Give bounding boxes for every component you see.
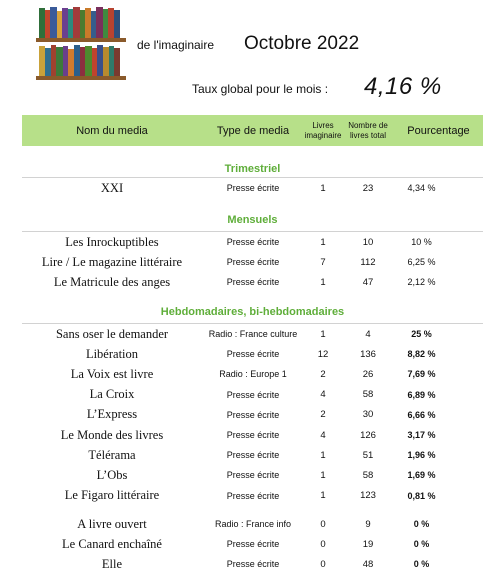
media-type: Presse écrite: [226, 257, 280, 268]
table-row: [22, 534, 483, 554]
media-name: Sans oser le demander: [55, 326, 169, 341]
pourcentage: 3,17 %: [407, 430, 436, 441]
media-name: Libération: [85, 346, 139, 361]
media-name: Les Inrockuptibles: [65, 234, 159, 249]
livres-total: 4: [365, 328, 371, 340]
pourcentage: 6,25 %: [407, 257, 436, 268]
media-name: La Voix est livre: [70, 366, 154, 381]
pourcentage: 25 %: [411, 329, 432, 340]
livres-imaginaire: 1: [320, 276, 326, 288]
media-type: Presse écrite: [226, 430, 280, 441]
media-type: Presse écrite: [226, 450, 280, 461]
pourcentage: 10 %: [411, 237, 432, 248]
media-name: A livre ouvert: [77, 516, 147, 531]
livres-imaginaire: 1: [320, 490, 326, 502]
livres-total: 136: [360, 348, 376, 360]
livres-total: 112: [360, 256, 376, 268]
media-type: Presse écrite: [226, 539, 280, 550]
media-type: Presse écrite: [226, 409, 280, 420]
livres-imaginaire: 2: [320, 368, 326, 380]
livres-total: 126: [360, 429, 376, 441]
column-header-type: Type de media: [216, 124, 290, 137]
media-type: Presse écrite: [226, 389, 280, 400]
media-name: L’Express: [86, 407, 138, 422]
media-name: Lire / Le magazine littéraire: [41, 254, 183, 269]
pourcentage: 2,12 %: [407, 277, 436, 288]
livres-total: 58: [362, 389, 374, 401]
table-row: [22, 514, 483, 534]
pourcentage: 0 %: [413, 559, 430, 570]
livres-imaginaire: 1: [320, 449, 326, 461]
pourcentage: 6,66 %: [407, 409, 436, 420]
media-name: Le Canard enchaîné: [62, 536, 162, 551]
table-row: [22, 405, 483, 425]
pourcentage: 8,82 %: [407, 349, 436, 360]
pourcentage: 1,69 %: [407, 470, 436, 481]
livres-imaginaire: 1: [320, 182, 326, 194]
pourcentage: 0 %: [413, 539, 430, 550]
column-header-livres: Livres imaginaire: [304, 120, 342, 140]
livres-total: 58: [362, 469, 374, 481]
media-type: Presse écrite: [226, 277, 280, 288]
table-row: [22, 364, 483, 384]
livres-total: 48: [362, 558, 374, 570]
section-zero: [22, 514, 483, 575]
pourcentage: 0 %: [413, 519, 430, 530]
pourcentage: 6,89 %: [407, 389, 436, 400]
header-subtitle: de l'imaginaire: [137, 38, 214, 52]
livres-imaginaire: 1: [320, 236, 326, 248]
section-hebdomadaires: [22, 323, 483, 506]
global-rate-value: 4,16 %: [364, 73, 442, 100]
livres-total: 30: [362, 409, 374, 421]
table-row: [22, 252, 483, 272]
media-name: XXI: [100, 180, 124, 195]
livres-total: 51: [362, 449, 374, 461]
media-name: Télérama: [88, 447, 136, 462]
column-header-name: Nom du media: [76, 124, 148, 137]
table-row: [22, 272, 483, 292]
media-type: Presse écrite: [226, 349, 280, 360]
table-row: [22, 425, 483, 445]
livres-total: 9: [365, 518, 371, 530]
media-type: Radio : France info: [214, 519, 292, 530]
shelf-bottom: [36, 45, 126, 80]
livres-imaginaire: 4: [320, 389, 326, 401]
livres-imaginaire: 0: [320, 558, 326, 570]
table-row: [22, 486, 483, 506]
pourcentage: 0,81 %: [407, 490, 436, 501]
section-title-mensuels: Mensuels: [227, 214, 278, 226]
livres-imaginaire: 1: [320, 469, 326, 481]
media-name: La Croix: [89, 387, 135, 402]
media-type: Presse écrite: [226, 490, 280, 501]
livres-imaginaire: 0: [320, 538, 326, 550]
pourcentage: 1,96 %: [407, 450, 436, 461]
livres-total: 10: [362, 236, 374, 248]
table-row: [22, 445, 483, 465]
section-title-hebdomadaires: Hebdomadaires, bi-hebdomadaires: [160, 306, 345, 318]
livres-imaginaire: 12: [317, 348, 329, 360]
table-row: [22, 385, 483, 405]
column-header-pct: Pourcentage: [407, 124, 470, 137]
global-rate-label: Taux global pour le mois :: [192, 82, 329, 96]
column-header-total: Nombre de livres total: [348, 120, 388, 140]
page-title: Octobre 2022: [244, 33, 360, 54]
section-title-trimestriel: Trimestriel: [224, 163, 281, 175]
table-row: [22, 178, 483, 198]
livres-total: 26: [362, 368, 374, 380]
table-row: [22, 232, 483, 252]
table-header: [22, 115, 483, 146]
media-name: Elle: [101, 556, 123, 571]
livres-total: 47: [362, 276, 374, 288]
section-mensuels: [22, 231, 483, 293]
media-type: Presse écrite: [226, 559, 280, 570]
media-name: Le Matricule des anges: [53, 274, 171, 289]
table-row: [22, 344, 483, 364]
media-name: L’Obs: [96, 467, 128, 482]
table-row: [22, 554, 483, 574]
table-row: [22, 324, 483, 344]
livres-imaginaire: 2: [320, 409, 326, 421]
livres-total: 19: [362, 538, 374, 550]
shelf-top: [36, 7, 126, 42]
media-name: Le Monde des livres: [60, 427, 164, 442]
media-type: Radio : Europe 1: [219, 369, 287, 380]
table-row: [22, 465, 483, 485]
livres-imaginaire: 7: [320, 256, 326, 268]
bookshelf-logo: [36, 6, 126, 80]
section-trimestriel: [22, 177, 483, 198]
media-name: Le Figaro littéraire: [64, 488, 160, 503]
livres-total: 123: [360, 490, 376, 502]
pourcentage: 4,34 %: [407, 183, 436, 194]
livres-imaginaire: 0: [320, 518, 326, 530]
livres-imaginaire: 4: [320, 429, 326, 441]
livres-imaginaire: 1: [320, 328, 326, 340]
pourcentage: 7,69 %: [407, 369, 436, 380]
media-type: Radio : France culture: [208, 329, 298, 340]
media-type: Presse écrite: [226, 237, 280, 248]
media-type: Presse écrite: [226, 470, 280, 481]
livres-total: 23: [362, 182, 374, 194]
media-type: Presse écrite: [226, 183, 280, 194]
